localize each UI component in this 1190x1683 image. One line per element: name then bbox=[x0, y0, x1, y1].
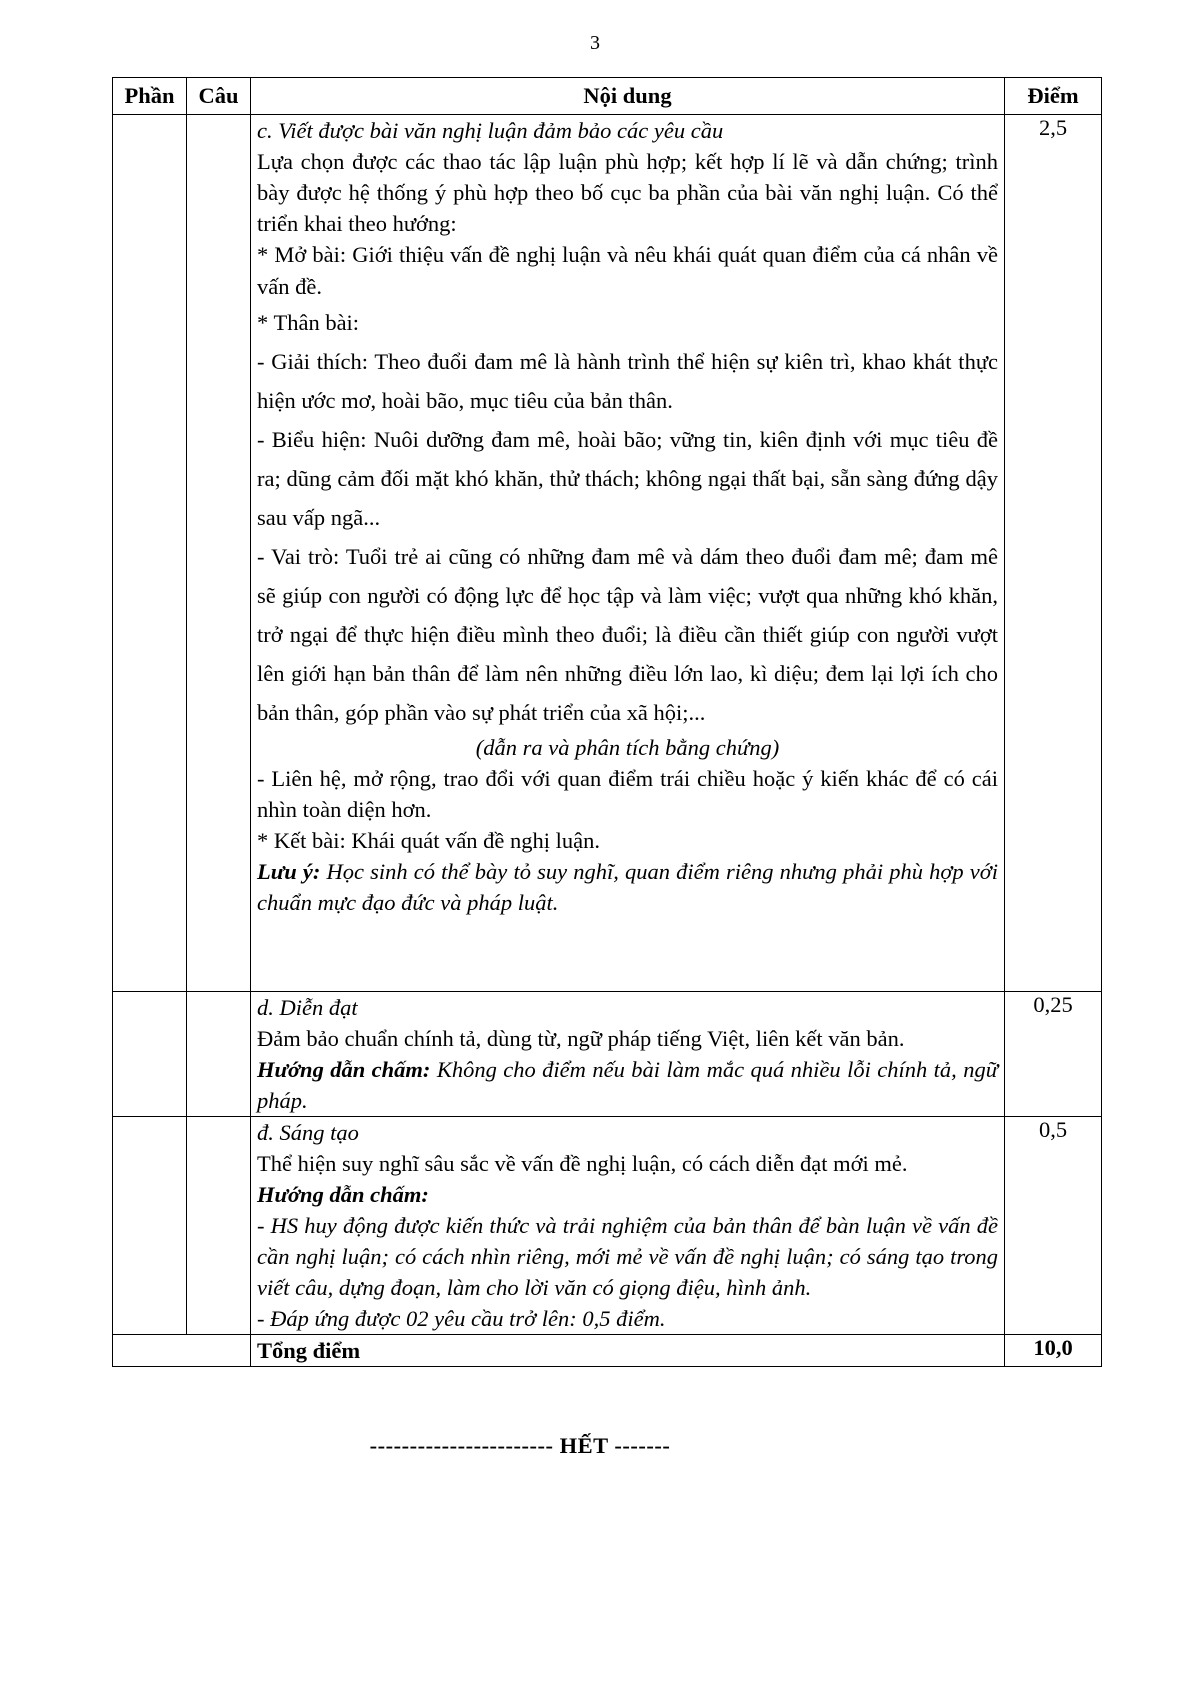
header-part: Phần bbox=[113, 78, 187, 115]
section-c-bieu-hien: - Biểu hiện: Nuôi dưỡng đam mê, hoài bão; vững tin, kiên định với mục tiêu đề ra; dũng cảm đối mặt khó khăn, thử thách; không ngại thất bại, sẵn sàng đứng dậy sau vấp ngã... bbox=[257, 427, 998, 530]
guide-label: Hướng dẫn chấm: bbox=[257, 1057, 431, 1082]
total-score: 10,0 bbox=[1005, 1335, 1102, 1367]
end-marker: ----------------------- HẾT ------- bbox=[369, 1433, 671, 1458]
section-dd-text: Thể hiện suy nghĩ sâu sắc về vấn đề nghị luận, có cách diễn đạt mới mẻ. bbox=[257, 1151, 908, 1176]
section-c-than-bai: * Thân bài: bbox=[257, 310, 360, 335]
section-c-intro: Lựa chọn được các thao tác lập luận phù hợp; kết hợp lí lẽ và dẫn chứng; trình bày được hệ thống ý phù hợp theo bố cục ba phần của bài văn nghị luận. Có thể triển khai theo hướng: bbox=[257, 149, 998, 236]
section-d-title: d. Diễn đạt bbox=[257, 995, 358, 1020]
note-label: Lưu ý: bbox=[257, 859, 321, 884]
question-cell bbox=[187, 1117, 251, 1335]
section-c-evidence: (dẫn ra và phân tích bằng chứng) bbox=[475, 735, 780, 760]
section-c-vai-tro: - Vai trò: Tuổi trẻ ai cũng có những đam mê và dám theo đuổi đam mê; đam mê sẽ giúp con người có động lực để học tập và làm việc; vượt qua những khó khăn, trở ngại để thực hiện điều mình theo đuổi; là điều cần thiết giúp con người vượt lên giới hạn bản thân để làm nên những điều lớn lao, kì diệu; đem lại lợi ích cho bản thân, góp phần vào sự phát triển của xã hội;... bbox=[257, 544, 998, 725]
guide-label: Hướng dẫn chấm: bbox=[257, 1182, 429, 1207]
table-row-section-dd bbox=[113, 1117, 1102, 1335]
section-dd-title: đ. Sáng tạo bbox=[257, 1120, 359, 1145]
guide-text: Không cho điểm nếu bài làm mắc quá nhiều lỗi chính tả, ngữ pháp. bbox=[257, 1057, 998, 1113]
score-cell-c: 2,5 bbox=[1005, 115, 1102, 992]
section-d-text: Đảm bảo chuẩn chính tả, dùng từ, ngữ pháp tiếng Việt, liên kết văn bản. bbox=[257, 1026, 905, 1051]
header-question: Câu bbox=[187, 78, 251, 115]
part-cell bbox=[113, 115, 187, 992]
page-number: 3 bbox=[590, 32, 600, 54]
grading-table bbox=[112, 77, 1102, 1367]
header-score: Điểm bbox=[1005, 78, 1102, 115]
table-row-total bbox=[113, 1335, 1102, 1367]
table-header-row bbox=[113, 78, 1102, 115]
section-dd-guide-label bbox=[257, 1179, 998, 1210]
content-cell-d bbox=[251, 992, 1005, 1117]
section-d-guide bbox=[257, 1054, 998, 1116]
table-row-section-d bbox=[113, 992, 1102, 1117]
part-cell bbox=[113, 1117, 187, 1335]
note-text: Học sinh có thể bày tỏ suy nghĩ, quan điểm riêng nhưng phải phù hợp với chuẩn mực đạo đức và pháp luật. bbox=[257, 859, 999, 915]
section-c-lien-he: - Liên hệ, mở rộng, trao đổi với quan điểm trái chiều hoặc ý kiến khác để có cái nhìn toàn diện hơn. bbox=[257, 766, 998, 822]
section-dd-guide-2: - Đáp ứng được 02 yêu cầu trở lên: 0,5 điểm. bbox=[257, 1306, 666, 1331]
question-cell bbox=[187, 115, 251, 992]
content-cell-dd bbox=[251, 1117, 1005, 1335]
total-label: Tổng điểm bbox=[251, 1335, 1005, 1367]
header-content: Nội dung bbox=[251, 78, 1005, 115]
section-dd-guide-1: - HS huy động được kiến thức và trải nghiệm của bản thân để bàn luận về vấn đề cần nghị luận; có cách nhìn riêng, mới mẻ về vấn đề nghị luận; có sáng tạo trong viết câu, dựng đoạn, làm cho lời văn có giọng điệu, hình ảnh. bbox=[257, 1213, 998, 1300]
section-c-giai-thich: - Giải thích: Theo đuổi đam mê là hành trình thể hiện sự kiên trì, khao khát thực hiện ước mơ, hoài bão, mục tiêu của bản thân. bbox=[257, 349, 998, 413]
section-c-note bbox=[257, 856, 998, 918]
question-cell bbox=[187, 992, 251, 1117]
part-cell bbox=[113, 992, 187, 1117]
score-cell-dd: 0,5 bbox=[1005, 1117, 1102, 1335]
section-c-ket-bai: * Kết bài: Khái quát vấn đề nghị luận. bbox=[257, 828, 601, 853]
score-cell-d: 0,25 bbox=[1005, 992, 1102, 1117]
total-empty-cell bbox=[113, 1335, 251, 1367]
section-c-title: c. Viết được bài văn nghị luận đảm bảo các yêu cầu bbox=[257, 118, 724, 143]
content-cell-c bbox=[251, 115, 1005, 992]
table-row-section-c bbox=[113, 115, 1102, 992]
section-c-mo-bai: * Mở bài: Giới thiệu vấn đề nghị luận và nêu khái quát quan điểm của cá nhân về vấn đề. bbox=[257, 242, 998, 299]
